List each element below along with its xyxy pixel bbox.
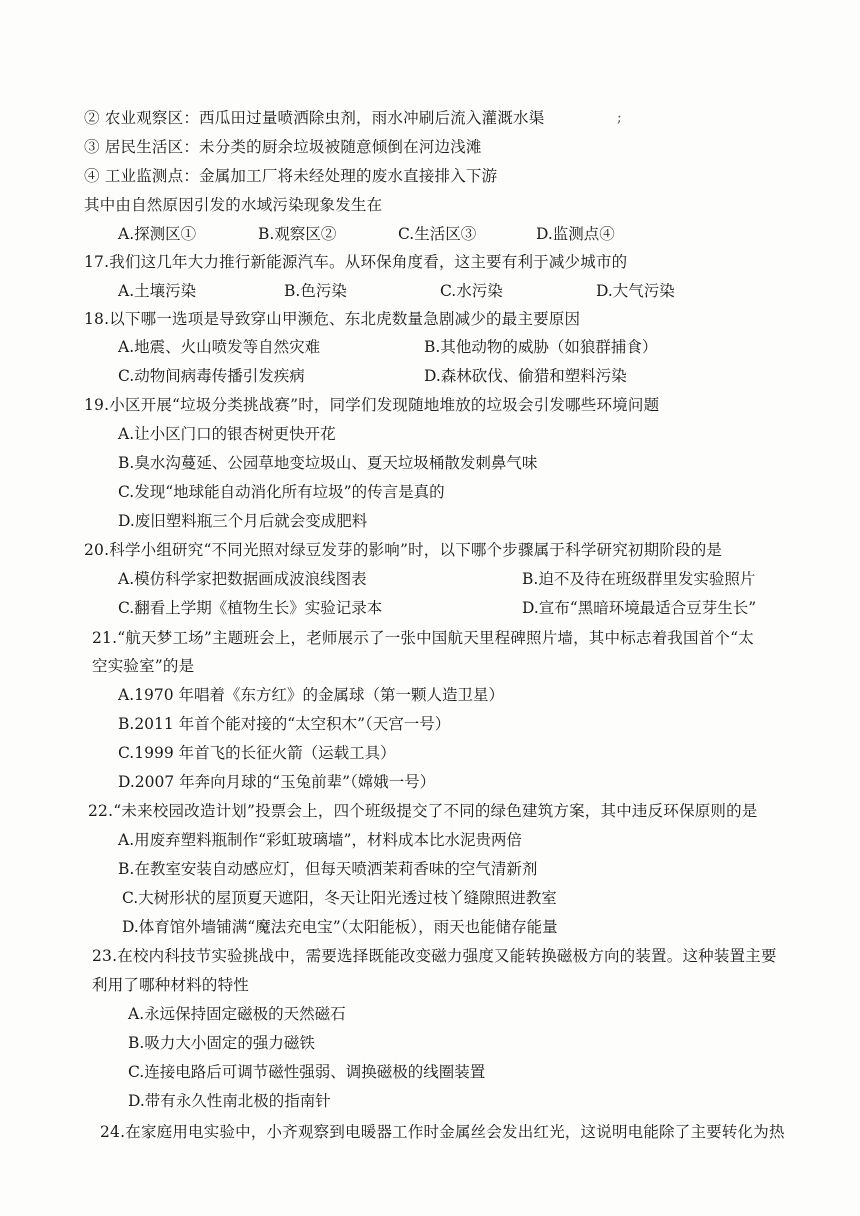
q20-stem: 20.科学小组研究“不同光照对绿豆发芽的影响”时，以下哪个步骤属于科学研究初期阶段的是: [84, 541, 723, 559]
q21-option-b: B.2011 年首个能对接的“太空积木”（天宫一号）: [118, 715, 451, 733]
q17-stem: 17.我们这几年大力推行新能源汽车。从环保角度看，这主要有利于减少城市的: [84, 253, 628, 271]
q21-stem-line1: 21.“航天梦工场”主题班会上，老师展示了一张中国航天里程碑照片墙，其中标志着我国首个“太: [92, 629, 754, 647]
q20-option-a: A.模仿科学家把数据画成波浪线图表: [118, 570, 367, 588]
q16-option-d: D.监测点④: [536, 225, 615, 243]
q20-option-d: D.宣布“黑暗环境最适合豆芽生长”: [522, 599, 757, 617]
q23-option-d: D.带有永久性南北极的指南针: [128, 1092, 331, 1110]
q17-option-c: C.水污染: [440, 282, 503, 300]
q18-option-c: C.动物间病毒传播引发疾病: [118, 367, 305, 385]
q19-option-d: D.废旧塑料瓶三个月后就会变成肥料: [118, 512, 368, 530]
q20-option-b: B.迫不及待在班级群里发实验照片: [522, 570, 756, 588]
area-3-text: ③ 居民生活区：未分类的厨余垃圾被随意倾倒在河边浅滩: [84, 138, 482, 156]
q22-stem: 22.“未来校园改造计划”投票会上，四个班级提交了不同的绿色建筑方案，其中违反环保原则的是: [88, 802, 758, 820]
q18-stem: 18.以下哪一选项是导致穿山甲濒危、东北虎数量急剧减少的最主要原因: [84, 310, 581, 328]
q23-option-c: C.连接电路后可调节磁性强弱、调换磁极的线圈装置: [128, 1063, 486, 1081]
q22-option-c: C.大树形状的屋顶夏天遮阳，冬天让阳光透过枝丫缝隙照进教室: [122, 889, 557, 907]
q22-option-a: A.用废弃塑料瓶制作“彩虹玻璃墙”，材料成本比水泥贵两倍: [118, 831, 522, 849]
q21-option-d: D.2007 年奔向月球的“玉兔前辈”（嫦娥一号）: [118, 773, 436, 791]
q20-option-c: C.翻看上学期《植物生长》实验记录本: [118, 599, 383, 617]
area-2-text: ② 农业观察区：西瓜田过量喷洒除虫剂，雨水冲刷后流入灌溉水渠: [84, 109, 545, 127]
q21-option-a: A.1970 年唱着《东方红》的金属球（第一颗人造卫星）: [118, 686, 504, 704]
q18-option-b: B.其他动物的威胁（如狼群捕食）: [424, 338, 658, 356]
q19-option-b: B.臭水沟蔓延、公园草地变垃圾山、夏天垃圾桶散发刺鼻气味: [118, 454, 538, 472]
q19-option-a: A.让小区门口的银杏树更快开花: [118, 425, 336, 443]
q22-option-b: B.在教室安装自动感应灯，但每天喷洒茉莉香味的空气清新剂: [118, 860, 538, 878]
q16-stem: 其中由自然原因引发的水域污染现象发生在: [84, 196, 383, 214]
q23-option-a: A.永远保持固定磁极的天然磁石: [128, 1005, 346, 1023]
q16-option-c: C.生活区③: [398, 225, 477, 243]
q18-option-d: D.森林砍伐、偷猎和塑料污染: [424, 367, 627, 385]
q23-stem-line1: 23.在校内科技节实验挑战中，需要选择既能改变磁力强度又能转换磁极方向的装置。这种装置主要: [92, 947, 777, 965]
q19-option-c: C.发现“地球能自动消化所有垃圾”的传言是真的: [118, 483, 445, 501]
q18-option-a: A.地震、火山喷发等自然灾难: [118, 338, 321, 356]
q19-stem: 19.小区开展“垃圾分类挑战赛”时，同学们发现随地堆放的垃圾会引发哪些环境问题: [84, 396, 660, 414]
q17-option-a: A.土壤污染: [118, 282, 197, 300]
q23-stem-line2: 利用了哪种材料的特性: [92, 976, 250, 994]
scan-mark: ;: [617, 110, 622, 126]
q21-option-c: C.1999 年首飞的长征火箭（运载工具）: [118, 744, 396, 762]
q21-stem-line2: 空实验室”的是: [92, 657, 195, 675]
q16-option-b: B.观察区②: [258, 225, 337, 243]
area-4-text: ④ 工业监测点：金属加工厂将未经处理的废水直接排入下游: [84, 167, 498, 185]
q23-option-b: B.吸力大小固定的强力磁铁: [128, 1034, 315, 1052]
q16-option-a: A.探测区①: [118, 225, 197, 243]
q22-option-d: D.体育馆外墙铺满“魔法充电宝”（太阳能板），雨天也能储存能量: [122, 918, 558, 936]
q17-option-d: D.大气污染: [596, 282, 675, 300]
q17-option-b: B.色污染: [284, 282, 347, 300]
q24-stem: 24.在家庭用电实验中，小齐观察到电暖器工作时金属丝会发出红光，这说明电能除了主要转化为热: [100, 1123, 785, 1141]
